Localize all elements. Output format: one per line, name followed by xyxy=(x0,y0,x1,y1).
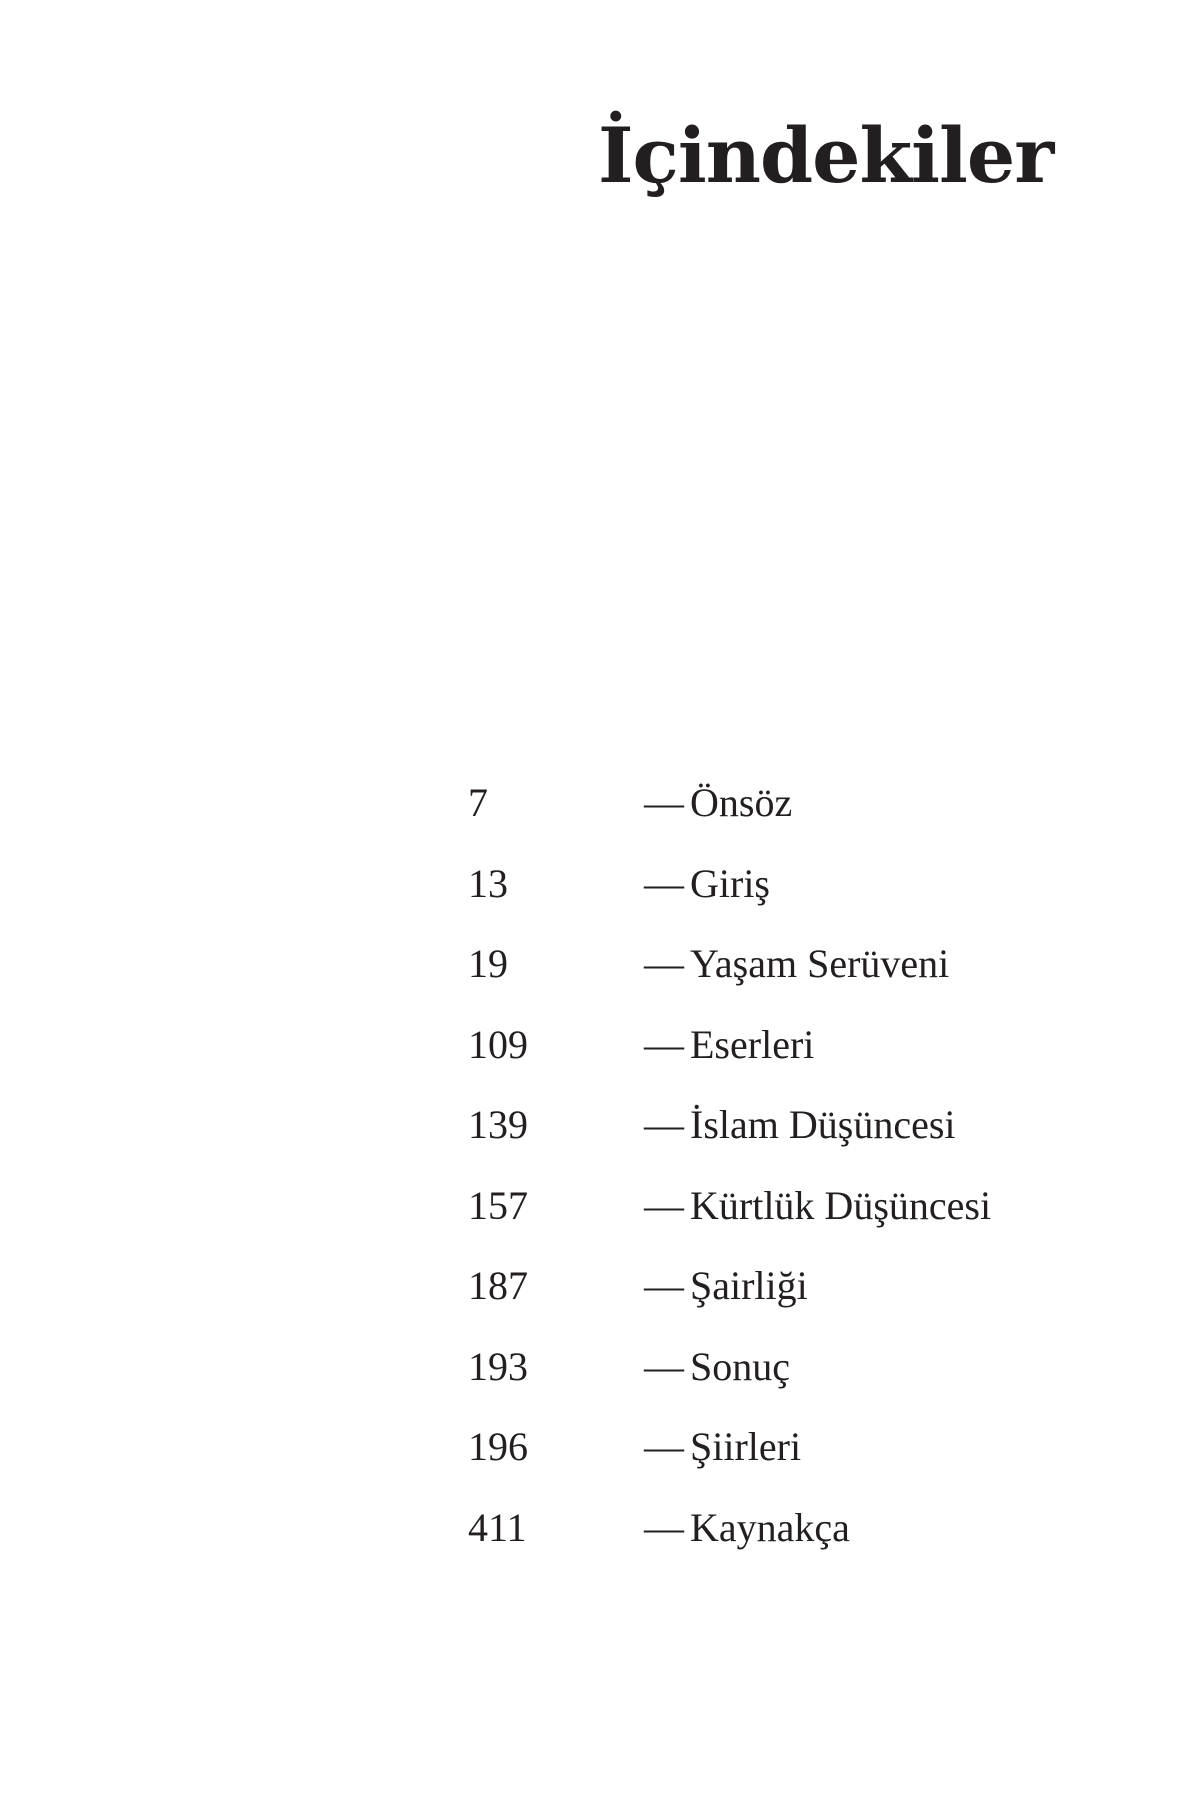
toc-dash: — xyxy=(644,1102,684,1147)
toc-label: Şiirleri xyxy=(690,1424,802,1469)
toc-page-number: 187 xyxy=(468,1263,528,1308)
toc-label: Şairliği xyxy=(690,1263,808,1308)
toc-page-number: 139 xyxy=(468,1102,528,1147)
toc-page-number: 7 xyxy=(468,780,488,825)
toc-entry-yasam-seruveni xyxy=(468,941,1068,1022)
toc-label: Kürtlük Düşüncesi xyxy=(690,1182,992,1228)
toc-dash: — xyxy=(644,941,684,986)
toc-entry-giris xyxy=(468,861,1068,942)
toc-entry-eserleri xyxy=(468,1022,1068,1103)
toc-entry-sonuc xyxy=(468,1344,1068,1425)
toc-label: Yaşam Serüveni xyxy=(690,941,950,986)
toc-dash: — xyxy=(644,1021,684,1067)
toc-label: Önsöz xyxy=(690,780,793,825)
toc-page-number: 196 xyxy=(468,1424,528,1469)
toc-page-number: 13 xyxy=(468,860,508,906)
toc-page-number: 411 xyxy=(468,1504,527,1550)
toc-entry-siirleri xyxy=(468,1424,1068,1505)
toc-entry-islam-dusuncesi xyxy=(468,1102,1068,1183)
toc-page-number: 157 xyxy=(468,1182,528,1228)
toc-label: İslam Düşüncesi xyxy=(690,1102,956,1147)
toc-page-number: 19 xyxy=(468,941,508,986)
toc-dash: — xyxy=(644,860,684,906)
table-of-contents xyxy=(468,780,1068,1585)
toc-entry-sairligi xyxy=(468,1263,1068,1344)
toc-entry-kaynakca xyxy=(468,1505,1068,1586)
toc-dash: — xyxy=(644,1424,684,1469)
toc-dash: — xyxy=(644,1182,684,1228)
toc-page-number: 109 xyxy=(468,1021,528,1067)
toc-dash: — xyxy=(644,1263,684,1308)
toc-dash: — xyxy=(644,1343,684,1389)
toc-label: Kaynakça xyxy=(690,1504,850,1550)
toc-label: Sonuç xyxy=(690,1343,790,1389)
toc-dash: — xyxy=(644,1504,684,1550)
toc-label: Eserleri xyxy=(690,1021,815,1067)
toc-page-number: 193 xyxy=(468,1343,528,1389)
toc-entry-onsoz xyxy=(468,780,1068,861)
toc-label: Giriş xyxy=(690,860,770,906)
page-title: İçindekiler xyxy=(598,111,1054,200)
toc-entry-kurtluk-dusuncesi xyxy=(468,1183,1068,1264)
toc-dash: — xyxy=(644,780,684,825)
